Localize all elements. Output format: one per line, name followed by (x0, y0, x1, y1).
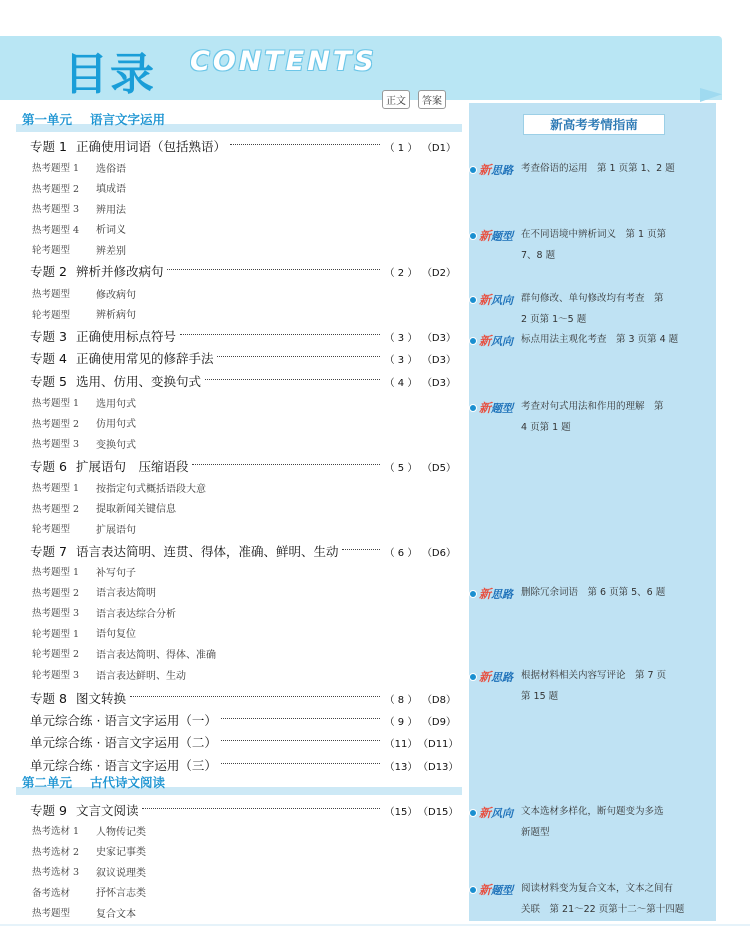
topic-answer-page: （D8） (421, 694, 456, 706)
bullet-dot-icon (469, 337, 477, 345)
topic-title: 正确使用常见的修辞手法 (75, 351, 214, 366)
guide-line-2: 7、8 题 (521, 250, 556, 261)
guide-title: 新高考考情指南 (550, 117, 638, 132)
bullet-dot-icon (469, 809, 477, 817)
subitem-name: 语言表达综合分析 (96, 608, 176, 620)
guide-item-text (521, 288, 693, 330)
guide-tag-label: 题型 (491, 402, 514, 415)
toc-subitem-row (32, 666, 458, 682)
guide-tag-new: 新 (479, 229, 492, 243)
subitem-type: 热考题型 (32, 908, 71, 920)
subitem-name: 变换句式 (96, 439, 136, 451)
guide-tag-new: 新 (479, 334, 492, 348)
topic-answer-page: （D6） (421, 547, 456, 559)
topic-page: （13） (384, 761, 418, 773)
guide-line-2: 4 页第 1 题 (521, 422, 571, 433)
unit-header-text (22, 110, 183, 128)
leader-dots (221, 718, 380, 719)
guide-tag-new: 新 (479, 401, 492, 415)
guide-tag-label: 题型 (491, 230, 514, 243)
guide-item-text (521, 158, 693, 179)
topic-page: （ 3 ） (384, 332, 418, 344)
toc-subitem-row (32, 563, 458, 579)
topic-page: （11） (384, 738, 418, 750)
guide-item-tag (479, 804, 513, 821)
subitem-name: 语言表达简明 (96, 588, 156, 600)
topic-page: （ 6 ） (384, 547, 418, 559)
topic-answer-page: （D2） (421, 267, 456, 279)
toc-subitem-row (32, 479, 458, 495)
guide-tag-label: 思路 (491, 588, 514, 601)
guide-line-1: 考查对句式用法和作用的理解 第 (521, 401, 664, 412)
toc-topic-row[interactable] (30, 688, 456, 708)
subitem-name: 抒怀言志类 (96, 888, 146, 900)
guide-item-tag (479, 291, 513, 308)
guide-item-text (521, 801, 693, 843)
leader-dots (221, 763, 380, 764)
topic-title: 文言文阅读 (75, 803, 139, 818)
topic-number: 专题 1 (30, 139, 67, 154)
guide-tag-new: 新 (479, 587, 492, 601)
subitem-type: 轮考题型 (32, 309, 71, 321)
toc-subitem-row (32, 285, 458, 301)
topic-page: （ 3 ） (384, 354, 418, 366)
toc-subitem-row (32, 884, 458, 900)
subitem-type: 热考题型 3 (32, 204, 80, 216)
subitem-type: 热考题型 (32, 289, 71, 300)
guide-line-1: 根据材料相关内容写评论 第 7 页 (521, 670, 667, 681)
topic-page: （ 2 ） (384, 267, 418, 279)
topic-title: 选用、仿用、变换句式 (75, 374, 201, 389)
guide-item-tag (479, 668, 513, 685)
guide-item-text (521, 582, 693, 603)
toc-subitem-row (32, 394, 458, 410)
topic-title-group (30, 327, 176, 345)
toc-subitem-row (32, 500, 458, 516)
topic-page: （ 4 ） (384, 377, 418, 389)
guide-line-1: 文本选材多样化，断句题变为多选 (521, 806, 664, 817)
topic-title: 扩展语句 压缩语段 (75, 459, 189, 474)
toc-topic-row[interactable] (30, 456, 456, 476)
topic-answer-page: （D1） (421, 142, 456, 154)
subitem-type: 轮考题型 3 (32, 670, 80, 681)
subitem-type: 热考选材 1 (32, 826, 80, 837)
bullet-dot-icon (469, 404, 477, 412)
toc-topic-row[interactable] (30, 800, 459, 820)
topic-title-group (30, 711, 217, 729)
topic-title: 单元综合练 · 语言文字运用（一） (30, 713, 217, 728)
bullet-dot-icon (469, 232, 477, 240)
subitem-name: 辨用法 (96, 204, 126, 216)
toc-subitem-row (32, 625, 458, 641)
topic-page: （ 5 ） (384, 462, 418, 474)
leader-dots (192, 464, 380, 465)
toc-subitem-row (32, 843, 458, 859)
topic-number: 专题 9 (30, 803, 67, 818)
guide-tag-new: 新 (479, 293, 492, 307)
guide-tag-new: 新 (479, 806, 492, 820)
guide-tag-new: 新 (479, 883, 492, 897)
guide-line-1: 考查俗语的运用 第 1 页第 1、2 题 (521, 163, 675, 174)
guide-item-tag (479, 399, 513, 416)
guide-line-1: 删除冗余词语 第 6 页第 5、6 题 (521, 587, 666, 598)
topic-page: （ 1 ） (384, 142, 418, 154)
subitem-type: 轮考题型 2 (32, 649, 80, 661)
guide-tag-new: 新 (479, 163, 492, 177)
subitem-type: 热考题型 1 (32, 567, 80, 578)
guide-line-2: 新题型 (521, 827, 550, 838)
topic-number: 专题 5 (30, 374, 67, 389)
subitem-name: 选用句式 (96, 398, 136, 410)
topic-title-group (30, 542, 338, 560)
topic-answer-page: （D13） (418, 761, 459, 773)
topic-title-group (30, 801, 138, 819)
toc-subitem-row (32, 435, 458, 451)
subitem-type: 热考题型 2 (32, 183, 80, 195)
subitem-name: 史家记事类 (96, 847, 146, 859)
toc-subitem-row (32, 822, 458, 838)
topic-answer-page: （D9） (421, 716, 456, 728)
topic-answer-page: （D5） (421, 462, 456, 474)
topic-answer-page: （D3） (421, 332, 456, 344)
topic-title: 单元综合练 · 语言文字运用（三） (30, 758, 217, 773)
col-label-answer: 答案 (418, 90, 446, 109)
subitem-name: 叙议说理类 (96, 867, 146, 879)
subitem-type: 热考题型 1 (32, 483, 80, 494)
subitem-type: 轮考题型 1 (32, 628, 80, 640)
guide-item-tag (479, 227, 513, 244)
subitem-name: 语句复位 (96, 629, 136, 641)
toc-subitem-row (32, 604, 458, 620)
leader-dots (217, 356, 380, 357)
subitem-type: 热考题型 2 (32, 587, 80, 599)
unit-header (16, 110, 462, 132)
bullet-dot-icon (469, 166, 477, 174)
topic-title: 正确使用标点符号 (75, 329, 176, 344)
topic-title-group (30, 349, 213, 367)
subitem-type: 备考选材 (32, 887, 71, 899)
subitem-name: 修改病句 (96, 289, 136, 301)
toc-topic-row[interactable] (30, 136, 456, 156)
topic-number: 专题 8 (30, 691, 67, 706)
guide-title-box (523, 114, 665, 135)
topic-title-group (30, 262, 163, 280)
subitem-type: 热考题型 1 (32, 398, 80, 409)
guide-item-tag (479, 585, 513, 602)
guide-tag-label: 风向 (491, 807, 514, 820)
subitem-name: 补写句子 (96, 567, 136, 579)
guide-item-text (521, 224, 693, 266)
subitem-type: 热考题型 3 (32, 439, 80, 451)
topic-page: （ 9 ） (384, 716, 418, 728)
leader-dots (167, 269, 380, 270)
subitem-name: 人物传记类 (96, 826, 146, 838)
toc-subitem-row (32, 584, 458, 600)
leader-dots (342, 549, 380, 550)
col-label-main: 正文 (382, 90, 410, 109)
topic-answer-page: （D15） (418, 806, 459, 818)
toc-subitem-row (32, 180, 458, 196)
unit-index: 第二单元 (22, 775, 73, 790)
subitem-name: 辨差别 (96, 245, 126, 257)
topic-title-group (30, 689, 126, 707)
subitem-type: 轮考题型 (32, 245, 71, 257)
guide-line-1: 标点用法主观化考查 第 3 页第 4 题 (521, 334, 679, 345)
bullet-dot-icon (469, 673, 477, 681)
leader-dots (180, 334, 380, 335)
subitem-type: 热考题型 2 (32, 503, 80, 515)
subitem-type: 热考题型 1 (32, 163, 80, 174)
toc-subitem-row (32, 520, 458, 536)
unit-header (16, 773, 462, 795)
toc-topic-row[interactable] (30, 541, 456, 561)
topic-title: 正确使用词语（包括熟语） (75, 139, 226, 154)
leader-dots (205, 379, 380, 380)
topic-page: （15） (384, 806, 418, 818)
subitem-name: 填成语 (96, 184, 126, 196)
subitem-name: 辨析病句 (96, 310, 136, 322)
topic-title-group (30, 457, 188, 475)
guide-item-text (521, 878, 693, 920)
subitem-type: 轮考题型 (32, 524, 71, 536)
subitem-type: 热考选材 2 (32, 846, 80, 858)
guide-tag-label: 风向 (491, 294, 514, 307)
toc-topic-row[interactable] (30, 732, 459, 752)
toc-topic-row[interactable] (30, 710, 456, 730)
subitem-name: 复合文本 (96, 908, 136, 920)
topic-title: 单元综合练 · 语言文字运用（二） (30, 735, 217, 750)
bullet-dot-icon (469, 590, 477, 598)
guide-line-1: 在不同语境中辨析词义 第 1 页第 (521, 229, 667, 240)
guide-tag-label: 思路 (491, 671, 514, 684)
unit-name: 语言文字运用 (90, 112, 166, 127)
toc-subitem-row (32, 863, 458, 879)
guide-line-2: 2 页第 1～5 题 (521, 314, 587, 325)
guide-item-tag (479, 881, 513, 898)
topic-title: 语言表达简明、连贯、得体，准确、鲜明、生动 (75, 544, 339, 559)
guide-item-text (521, 329, 693, 350)
leader-dots (130, 696, 380, 697)
topic-answer-page: （D11） (418, 738, 459, 750)
page-title: 目录 (64, 49, 156, 100)
topic-title-group (30, 733, 217, 751)
topic-answer-page: （D3） (421, 377, 456, 389)
bottom-divider (0, 924, 750, 926)
topic-number: 专题 2 (30, 264, 67, 279)
topic-page: （ 8 ） (384, 694, 418, 706)
bullet-dot-icon (469, 296, 477, 304)
topic-title-group (30, 372, 201, 390)
guide-line-2: 关联 第 21～22 页第十二～第十四题 (521, 904, 685, 915)
subitem-type: 热考题型 2 (32, 418, 80, 430)
leader-dots (221, 740, 380, 741)
toc-subitem-row (32, 200, 458, 216)
unit-header-text (22, 773, 183, 791)
subitem-name: 析词义 (96, 225, 126, 237)
toc-subitem-row (32, 645, 458, 661)
toc-subitem-row (32, 159, 458, 175)
topic-number: 专题 6 (30, 459, 67, 474)
guide-tag-new: 新 (479, 670, 492, 684)
guide-tag-label: 思路 (491, 164, 514, 177)
topic-number: 专题 3 (30, 329, 67, 344)
toc-subitem-row (32, 221, 458, 237)
topic-number: 专题 7 (30, 544, 67, 559)
subitem-name: 语言表达鲜明、生动 (96, 670, 186, 682)
guide-item-tag (479, 161, 513, 178)
toc-topic-row[interactable] (30, 371, 456, 391)
guide-item-text (521, 396, 693, 438)
unit-name: 古代诗文阅读 (90, 775, 166, 790)
subitem-type: 热考题型 3 (32, 608, 80, 620)
topic-title-group (30, 756, 217, 774)
guide-tag-label: 题型 (491, 884, 514, 897)
leader-dots (142, 808, 380, 809)
guide-line-1: 阅读材料变为复合文本，文本之间有 (521, 883, 674, 894)
topic-number: 专题 4 (30, 351, 67, 366)
toc-topic-row[interactable] (30, 326, 456, 346)
subitem-name: 提取新闻关键信息 (96, 504, 176, 516)
leader-dots (230, 144, 380, 145)
topic-answer-page: （D3） (421, 354, 456, 366)
subitem-type: 热考选材 3 (32, 867, 80, 879)
toc-subitem-row (32, 241, 458, 257)
page-title-english: CONTENTS (190, 46, 377, 77)
bullet-dot-icon (469, 886, 477, 894)
topic-title: 辨析并修改病句 (75, 264, 164, 279)
toc-topic-row[interactable] (30, 261, 456, 281)
topic-title-group (30, 137, 226, 155)
subitem-name: 语言表达简明、得体、准确 (96, 649, 216, 661)
guide-tag-label: 风向 (491, 335, 514, 348)
toc-subitem-row (32, 904, 458, 920)
guide-line-1: 群句修改、单句修改均有考查 第 (521, 293, 664, 304)
toc-topic-row[interactable] (30, 755, 459, 775)
subitem-name: 扩展语句 (96, 524, 136, 536)
toc-topic-row[interactable] (30, 348, 456, 368)
subitem-name: 仿用句式 (96, 419, 136, 431)
exam-guide-panel (469, 103, 716, 921)
guide-item-tag (479, 332, 513, 349)
subitem-name: 按指定句式概括语段大意 (96, 483, 206, 495)
unit-index: 第一单元 (22, 112, 73, 127)
toc-subitem-row (32, 306, 458, 322)
guide-item-text (521, 665, 693, 707)
toc-subitem-row (32, 415, 458, 431)
guide-line-2: 第 15 题 (521, 691, 559, 702)
subitem-type: 热考题型 4 (32, 224, 80, 236)
subitem-name: 选俗语 (96, 163, 126, 175)
topic-title: 图文转换 (75, 691, 126, 706)
